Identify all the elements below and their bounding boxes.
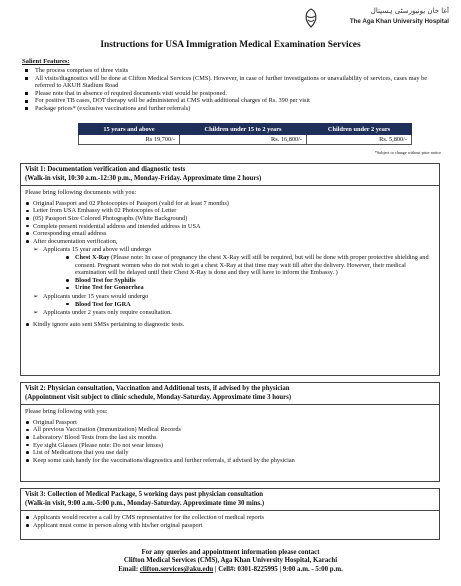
footer-line2: Clifton Medical Services (CMS), Aga Khan University Hospital, Karachi xyxy=(123,557,338,565)
list-item: Original Passport xyxy=(25,419,435,427)
email-link[interactable]: clifton.services@aku.edu xyxy=(139,565,214,573)
list-item: All visits/diagnostics will be done at Clifton Medical Services (CMS). However, in case of further investigations or unavailability of services, cases may be referred to AKUH Stadium Road xyxy=(22,75,442,90)
sms-note-list xyxy=(25,321,435,329)
arrow-right-icon: ➢ xyxy=(33,292,39,300)
list-item: Applicants would receive a call by CMS representative for the collection of medical reports xyxy=(25,514,435,522)
visit3-items-list xyxy=(25,514,435,529)
arrow-right-icon: ➢ xyxy=(33,246,39,254)
list-item: Blood Test for Syphilis xyxy=(65,277,435,285)
logo-urdu-text: آغا خان یونیورسٹی ہسپتال xyxy=(370,7,449,15)
adult-tests-list xyxy=(25,254,435,292)
salient-features-list xyxy=(22,67,442,113)
visit3-heading: Visit 3: Collection of Medical Package, 5 working days post physician consultation (Walk-in visit, 9:00 a.m.-5:00 p.m., Monday-Saturday. Approximate time 30 mins.) xyxy=(21,489,439,511)
visit1-section xyxy=(20,163,440,376)
arrow-right-icon: ➢ xyxy=(33,309,39,317)
list-item: Complete present residential address and intended address in USA xyxy=(25,223,435,231)
footer-line3: Email: clifton.services@aku.edu | Cell#: 0301-8225995 | 9:00 a.m. - 5:00 p.m. xyxy=(118,565,343,573)
contact-footer xyxy=(0,549,461,574)
arrow-item-adults: ➢ Applicants 15 year and above will undergo xyxy=(33,246,152,254)
visit1-heading: Visit 1: Documentation verification and diagnostic tests (Walk-in visit, 10:30 a.m.-12:30 p.m., Monday-Friday. Approximate time 2 hours) xyxy=(21,164,439,186)
list-item: Eye sight Glasses (Please note: Do not wear lenses) xyxy=(25,442,435,450)
list-item: Original Passport and 02 Photocopies of Passport (valid for at least 7 months) xyxy=(25,200,435,208)
price-header: 15 years and above xyxy=(79,124,180,135)
list-item: Letter from USA Embassy with 02 Photocopies of Letter xyxy=(25,207,435,215)
price-header: Children under 15 to 2 years xyxy=(180,124,307,135)
list-item: All previous Vaccination (Immunization) Medical Records xyxy=(25,426,435,434)
price-value: Rs. 5,800/- xyxy=(307,135,412,145)
list-item: Kindly ignore auto sent SMSs pertaining to diagnostic tests. xyxy=(25,321,435,329)
list-item: For positive TB cases, DOT therapy will be administered at CMS with additional charges of Rs. 390 per visit xyxy=(22,97,442,105)
visit2-section xyxy=(20,382,440,482)
list-item: After documentation verification, xyxy=(25,238,435,246)
visit3-section xyxy=(20,488,440,540)
price-note: *Subject to change without prior notice xyxy=(374,150,441,155)
hospital-logo xyxy=(301,6,451,32)
list-item: (05) Passport Size Colored Photographs (White Background) xyxy=(25,215,435,223)
package-price-table xyxy=(78,123,412,145)
list-item: List of Medications that you use daily xyxy=(25,449,435,457)
price-value: Rs. 16,800/- xyxy=(180,135,307,145)
page-title: Instructions for USA Immigration Medical Examination Services xyxy=(100,40,361,50)
visit2-items-list xyxy=(25,419,435,465)
salient-features-heading: Salient Features: xyxy=(22,58,70,65)
visit2-heading: Visit 2: Physician consultation, Vaccination and Additional tests, if advised by the physician (Appointment visit subject to clinic schedule, Monday-Saturday. Approximate time 3 hours) xyxy=(21,383,439,405)
list-item: Corresponding email address xyxy=(25,230,435,238)
visit1-intro: Please bring following documents with you: xyxy=(25,189,137,197)
child-tests-list xyxy=(25,301,435,309)
list-item: Blood Test for IGRA xyxy=(65,301,435,309)
list-item: Applicant must come in person along with his/her original passport xyxy=(25,522,435,530)
price-value: Rs 19,700/- xyxy=(79,135,180,145)
list-item: Keep some cash handy for the vaccinations/diagnostics and further referrals, if advised by the physician xyxy=(25,457,435,465)
arrow-item-infants: ➢ Applicants under 2 years only require consultation. xyxy=(33,309,172,317)
footer-line1: For any queries and appointment information please contact xyxy=(141,549,320,556)
list-item: Urine Test for Gonorrhea xyxy=(65,284,435,292)
price-header: Children under 2 years xyxy=(307,124,412,135)
list-item: Please note that in absence of required documents visit would be postponed. xyxy=(22,90,442,98)
visit1-documents-list xyxy=(25,200,435,246)
visit2-intro: Please bring following with you: xyxy=(25,408,108,416)
list-item: The process comprises of three visits xyxy=(22,67,442,75)
list-item: Chest X-Ray (Please note: In case of pregnancy the chest X-Ray will still be required, but will be done with proper protective shielding and consent. Pregnant women who do not wish to get a chest X-Ray at that time may wait till after the delivery. However, their medical examination will be delayed until their Chest X-Ray is done and they will have to inform the Embassy. ) xyxy=(65,254,435,277)
logo-english-text: The Aga Khan University Hospital xyxy=(349,18,449,25)
list-item: Package prices* (exclusive vaccinations and further referrals) xyxy=(22,105,442,113)
arrow-item-children: ➢ Applicants under 15 years would undergo xyxy=(33,292,149,300)
akuh-emblem-icon xyxy=(301,8,321,28)
list-item: Laboratory/ Blood Tests from the last six months xyxy=(25,434,435,442)
